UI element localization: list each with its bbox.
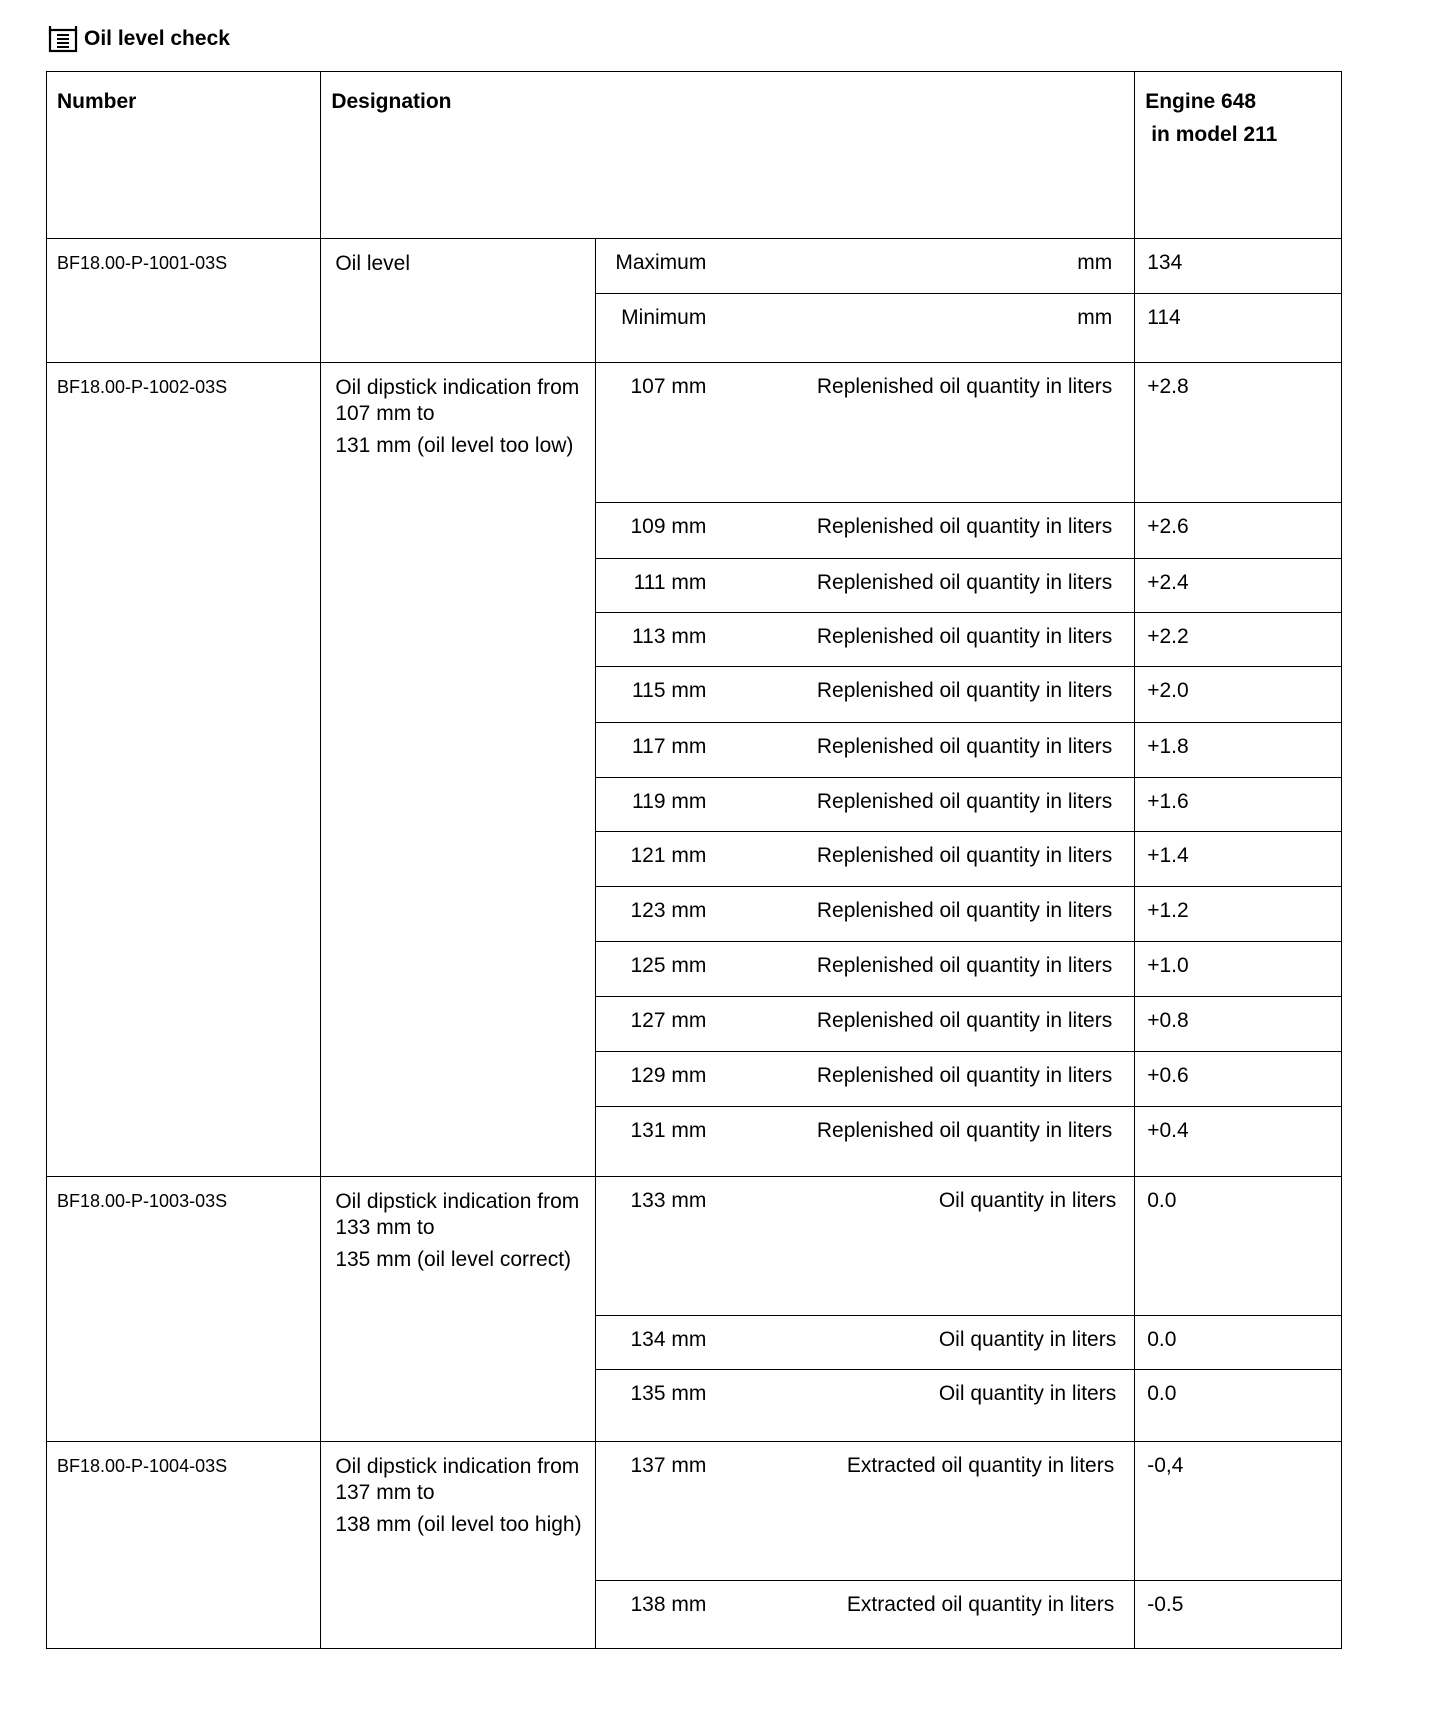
group-designation	[321, 1442, 595, 1649]
value-cell: 114	[1135, 294, 1342, 363]
value-cell: 134	[1135, 239, 1342, 294]
group-number: BF18.00-P-1001-03S	[47, 239, 321, 363]
designation-line: Oil dipstick indication from 137 mm to	[335, 1455, 580, 1504]
value-cell: +2.0	[1135, 667, 1342, 723]
designation-line: 135 mm (oil level correct)	[335, 1248, 572, 1271]
point-label: 115 mm	[595, 667, 736, 723]
value-cell: 0.0	[1135, 1370, 1342, 1442]
value-cell: +0.4	[1135, 1107, 1342, 1177]
quantity-label: Replenished oil quantity in liters	[736, 997, 1134, 1052]
quantity-label: Replenished oil quantity in liters	[736, 559, 1134, 613]
header-number: Number	[47, 72, 321, 239]
point-label: 138 mm	[595, 1581, 736, 1649]
point-label: 107 mm	[595, 363, 736, 503]
group-designation	[321, 1177, 595, 1442]
point-label: 131 mm	[595, 1107, 736, 1177]
designation-line: 138 mm (oil level too high)	[335, 1513, 582, 1536]
point-label: 121 mm	[595, 832, 736, 887]
quantity-label: Replenished oil quantity in liters	[736, 1052, 1134, 1107]
quantity-label: Replenished oil quantity in liters	[736, 832, 1134, 887]
quantity-label: Extracted oil quantity in liters	[736, 1442, 1134, 1581]
point-label: 135 mm	[595, 1370, 736, 1442]
point-label: 134 mm	[595, 1316, 736, 1370]
table-row	[47, 239, 1342, 294]
quantity-label: Extracted oil quantity in liters	[736, 1581, 1134, 1649]
quantity-label: Oil quantity in liters	[736, 1370, 1134, 1442]
value-cell: +0.6	[1135, 1052, 1342, 1107]
quantity-label: Replenished oil quantity in liters	[736, 1107, 1134, 1177]
designation-line: Oil dipstick indication from 107 mm to	[335, 376, 580, 425]
page-title: Oil level check	[84, 27, 230, 50]
point-label: 111 mm	[595, 559, 736, 613]
value-cell: +1.0	[1135, 942, 1342, 997]
point-label: 133 mm	[595, 1177, 736, 1316]
value-cell: +0.8	[1135, 997, 1342, 1052]
document-icon	[48, 25, 78, 53]
group-designation	[321, 363, 595, 1177]
table-header-row	[47, 72, 1342, 239]
value-cell: +2.8	[1135, 363, 1342, 503]
value-cell: 0.0	[1135, 1316, 1342, 1370]
value-cell: +1.2	[1135, 887, 1342, 942]
point-label: 129 mm	[595, 1052, 736, 1107]
group-number: BF18.00-P-1004-03S	[47, 1442, 321, 1649]
point-label: 117 mm	[595, 723, 736, 778]
value-cell: +1.6	[1135, 778, 1342, 832]
quantity-label: Oil quantity in liters	[736, 1316, 1134, 1370]
group-designation: Oil level	[321, 239, 595, 363]
value-cell: +2.4	[1135, 559, 1342, 613]
table-row	[47, 1177, 1342, 1316]
table-row	[47, 1442, 1342, 1581]
value-cell: +2.6	[1135, 503, 1342, 559]
designation-line: 131 mm (oil level too low)	[335, 434, 574, 457]
point-label: 113 mm	[595, 613, 736, 667]
point-label: Maximum	[595, 239, 736, 294]
quantity-label: Replenished oil quantity in liters	[736, 887, 1134, 942]
group-number: BF18.00-P-1002-03S	[47, 363, 321, 1177]
oil-level-table	[46, 71, 1342, 1649]
point-label: 119 mm	[595, 778, 736, 832]
value-cell: 0.0	[1135, 1177, 1342, 1316]
point-label: 127 mm	[595, 997, 736, 1052]
value-cell: +1.4	[1135, 832, 1342, 887]
value-cell: +2.2	[1135, 613, 1342, 667]
header-engine	[1135, 72, 1342, 239]
header-engine-line2: in model 211	[1151, 123, 1278, 146]
unit-label: mm	[736, 294, 1134, 363]
value-cell: -0.5	[1135, 1581, 1342, 1649]
quantity-label: Replenished oil quantity in liters	[736, 503, 1134, 559]
point-label: Minimum	[595, 294, 736, 363]
designation-line: Oil dipstick indication from 133 mm to	[335, 1190, 580, 1239]
quantity-label: Replenished oil quantity in liters	[736, 723, 1134, 778]
group-number: BF18.00-P-1003-03S	[47, 1177, 321, 1442]
page-title-row	[48, 22, 230, 56]
table-row	[47, 363, 1342, 503]
point-label: 137 mm	[595, 1442, 736, 1581]
header-designation: Designation	[321, 72, 1135, 239]
point-label: 125 mm	[595, 942, 736, 997]
value-cell: -0,4	[1135, 1442, 1342, 1581]
quantity-label: Replenished oil quantity in liters	[736, 613, 1134, 667]
value-cell: +1.8	[1135, 723, 1342, 778]
header-engine-line1: Engine 648	[1145, 90, 1257, 113]
point-label: 123 mm	[595, 887, 736, 942]
quantity-label: Replenished oil quantity in liters	[736, 667, 1134, 723]
quantity-label: Oil quantity in liters	[736, 1177, 1134, 1316]
quantity-label: Replenished oil quantity in liters	[736, 942, 1134, 997]
quantity-label: Replenished oil quantity in liters	[736, 778, 1134, 832]
quantity-label: Replenished oil quantity in liters	[736, 363, 1134, 503]
point-label: 109 mm	[595, 503, 736, 559]
unit-label: mm	[736, 239, 1134, 294]
